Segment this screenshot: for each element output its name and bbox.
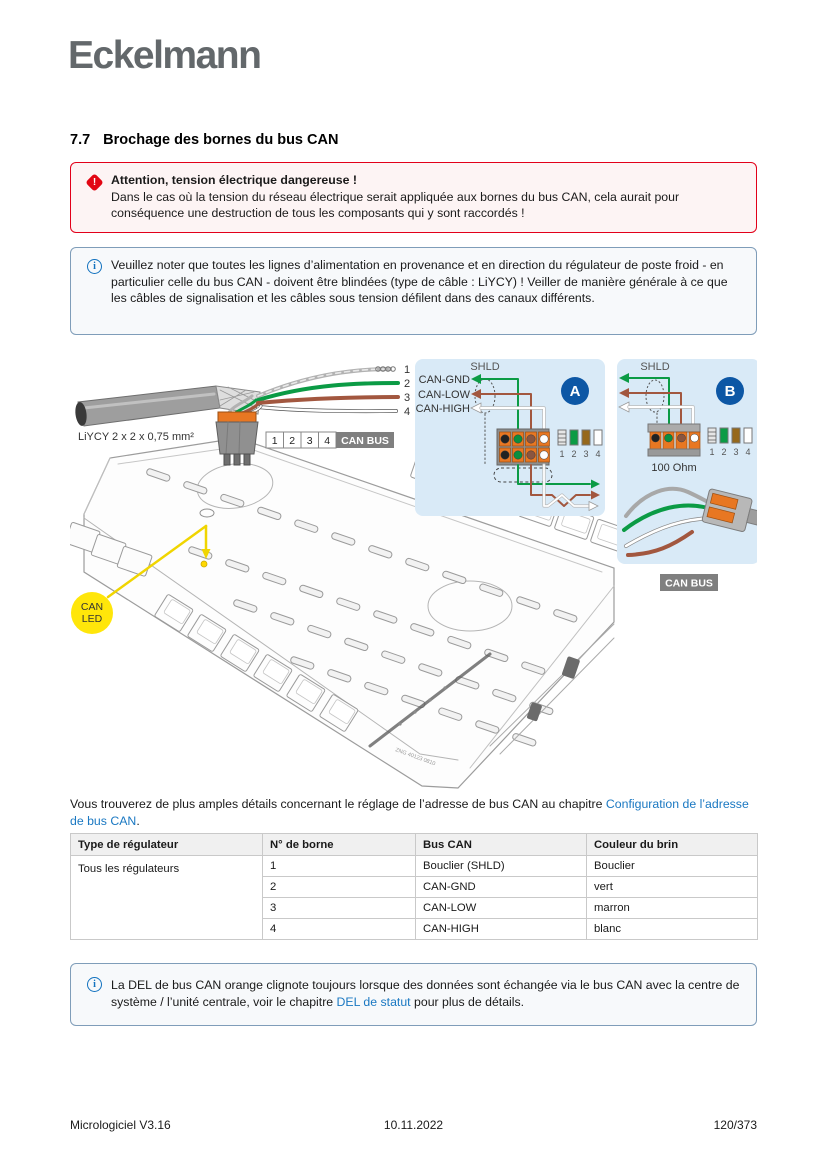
resistor-label: 100 Ohm [651,462,697,474]
cell-bus: CAN-HIGH [416,919,587,940]
cell-regulateur: Tous les régulateurs [71,856,263,940]
info-body: Veuillez noter que toutes les lignes d’alimentation en provenance et en direction du régulateur de poste froid - en particulier celle du bus CAN - doivent être blindées (type de câble : LiYCY) ! Veiller de manière générale à ce que les câbles de signalisation et les câbles sous tension défilent dans des canaux différents. [111,258,728,306]
section-number: 7.7 [70,132,91,148]
wire-number-3: 3 [404,392,411,404]
warning-icon: ! [85,173,103,191]
section-heading [70,132,338,148]
can-bus-wiring-figure [70,356,757,791]
panel-b-badge-label: B [724,383,736,400]
legend-b-1: 1 [709,447,715,457]
cell-couleur: vert [587,877,758,898]
warning-box [70,162,757,233]
terminal-number-3: 3 [306,435,313,447]
cell-borne: 3 [263,898,416,919]
legend-b-4: 4 [745,447,751,457]
paragraph-suffix: . [136,814,140,828]
cell-bus: CAN-GND [416,877,587,898]
cell-borne: 1 [263,856,416,877]
warning-body: Dans le cas où la tension du réseau électrique serait appliquée aux bornes du bus CAN, cela aurait pour conséquence une destruction de tous les composants qui y sont raccordés ! [111,189,680,221]
cell-bus: CAN-LOW [416,898,587,919]
terminal-number-2: 2 [289,435,296,447]
can-led-label-line2: LED [81,613,103,625]
can-led-dot [201,561,207,567]
legend-a-3: 3 [583,449,589,459]
paragraph-text: Vous trouverez de plus amples détails concernant le réglage de l’adresse de bus CAN au chapitre [70,797,603,811]
col-header-couleur: Couleur du brin [587,834,758,856]
terminal-number-1: 1 [271,435,278,447]
cell-bus: Bouclier (SHLD) [416,856,587,877]
footer-date: 10.11.2022 [383,1118,444,1132]
company-logo: Eckelmann [68,34,261,77]
legend-a-2: 2 [571,449,577,459]
info-box-2 [70,963,757,1026]
page-footer [70,1118,757,1134]
panel-a-terminal-block [497,429,550,465]
panel-a-badge-label: A [569,383,581,400]
panel-a [415,359,605,516]
footer-page-number: 120/373 [713,1118,757,1132]
board-code-label: ZNG 40123 0810 [394,747,437,768]
chapter-link[interactable]: Configuration de l’adresse de bus CAN [70,797,749,828]
cell-borne: 4 [263,919,416,940]
can-led-label-line1: CAN [80,601,104,613]
body-paragraph [70,796,757,830]
legend-b-3: 3 [733,447,739,457]
shld-label-b: SHLD [640,361,670,373]
cable-illustration [74,364,410,465]
info2-suffix: pour plus de détails. [410,994,525,1009]
can-bus-terminal-table [70,833,758,940]
panel-b [617,359,757,591]
signal-can-gnd: CAN-GND [418,374,470,386]
cell-couleur: blanc [587,919,758,940]
wire-number-1: 1 [404,364,411,376]
legend-b-2: 2 [721,447,727,457]
cell-couleur: marron [587,898,758,919]
section-title: Brochage des bornes du bus CAN [103,132,339,148]
table-row [71,856,758,877]
signal-can-high: CAN-HIGH [415,403,470,415]
info-box [70,247,757,335]
panel-b-terminal-block [648,424,700,456]
legend-a-1: 1 [559,449,565,459]
can-bus-tag-b: CAN BUS [665,577,713,590]
terminal-number-4: 4 [324,435,331,447]
can-bus-tag: CAN BUS [341,435,389,447]
signal-can-low: CAN-LOW [418,389,470,401]
terminal-number-strip [266,432,394,448]
info-icon: i [87,259,102,274]
col-header-borne: N° de borne [263,834,416,856]
col-header-regulateur: Type de régulateur [71,834,263,856]
legend-a-4: 4 [595,449,601,459]
wire-number-4: 4 [404,406,411,418]
col-header-bus: Bus CAN [416,834,587,856]
footer-version: Micrologiciel V3.16 [70,1118,171,1132]
status-led-link[interactable]: DEL de statut [336,994,411,1009]
wire-number-2: 2 [404,378,411,390]
warning-title: Attention, tension électrique dangereuse ! [111,173,357,187]
info2-text: La DEL de bus CAN orange clignote toujours lorsque des données sont échangée via le bus CAN avec la centre de système / l’unité centrale, voir le chapitre [111,978,740,1009]
info-icon: i [87,977,102,992]
cable-type-label: LiYCY 2 x 2 x 0,75 mm² [78,431,194,443]
shld-label-a: SHLD [470,361,500,373]
cell-borne: 2 [263,877,416,898]
cell-couleur: Bouclier [587,856,758,877]
